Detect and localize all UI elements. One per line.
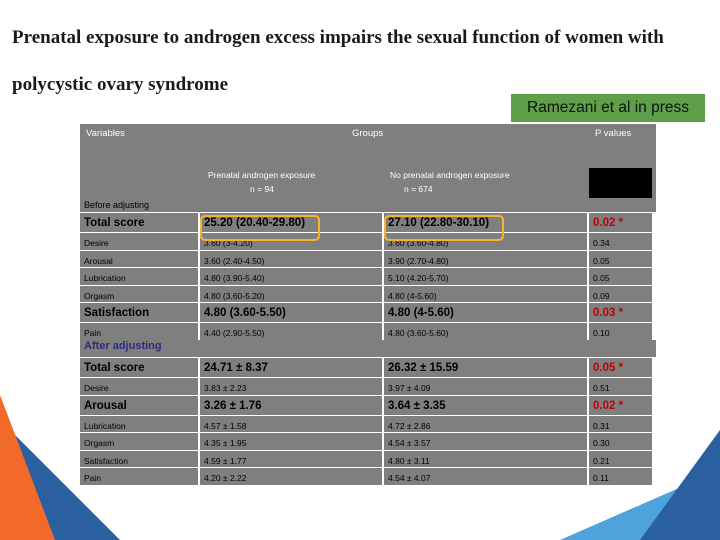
cell-pvalue: 0.02 * — [593, 399, 624, 412]
cell-variable: Pain — [84, 328, 102, 339]
cell-group2: 4.80 (4-5.60) — [388, 290, 437, 301]
section-after-adjusting: After adjusting — [80, 340, 656, 357]
cell-variable: Total score — [84, 361, 145, 374]
cell-group1: 3.60 (2.40-4.50) — [204, 255, 265, 266]
table-row — [80, 432, 656, 450]
table-row — [80, 450, 656, 468]
table-row — [80, 395, 656, 415]
citation-badge: Ramezani et al in press — [511, 94, 705, 122]
cell-group2: 3.90 (2.70-4.80) — [388, 255, 449, 266]
table-row — [80, 302, 656, 322]
cell-group2: 26.32 ± 15.59 — [388, 361, 459, 374]
cell-group2: 4.80 ± 3.11 — [388, 455, 430, 466]
table-row — [80, 232, 656, 250]
cell-variable: Satisfaction — [84, 455, 128, 466]
cell-group1: 4.80 (3.90-5.40) — [204, 273, 265, 284]
header-variables: Variables — [86, 128, 125, 139]
cell-variable: Arousal — [84, 399, 127, 412]
cell-group2: 3.97 ± 4.09 — [388, 382, 431, 393]
table-row — [80, 212, 656, 232]
pvalue-header-cell — [589, 168, 652, 198]
cell-group2: 4.80 (3.60-5.60) — [388, 328, 449, 339]
cell-group2: 4.80 (4-5.60) — [388, 307, 454, 320]
table-header — [80, 124, 656, 166]
table-row — [80, 322, 656, 340]
cell-group2: 5.10 (4.20-5.70) — [388, 273, 449, 284]
cell-group1: 3.26 ± 1.76 — [204, 399, 262, 412]
highlight-box-group1 — [200, 215, 320, 241]
decorative-triangle-orange — [0, 395, 55, 540]
cell-group1: 4.57 ± 1.58 — [204, 420, 247, 431]
cell-variable: Arousal — [84, 255, 113, 266]
cell-pvalue: 0.30 — [593, 438, 610, 449]
cell-group1: 3.83 ± 2.23 — [204, 382, 247, 393]
table-row — [80, 285, 656, 303]
cell-pvalue: 0.34 — [593, 238, 610, 248]
cell-group1: 4.20 ± 2.22 — [204, 473, 247, 484]
header-groups: Groups — [352, 128, 384, 139]
cell-group2: 4.54 ± 4.07 — [388, 473, 431, 484]
cell-group2: 3.64 ± 3.35 — [388, 399, 446, 412]
highlight-box-group2 — [384, 215, 504, 241]
table-row — [80, 357, 656, 377]
cell-pvalue: 0.21 — [593, 455, 610, 466]
group1-header: Prenatal androgen exposure n = 94 — [208, 170, 316, 194]
before-rows — [80, 212, 656, 340]
section-before-adjusting: Before adjusting — [80, 198, 656, 212]
cell-group2: 4.54 ± 3.57 — [388, 438, 431, 449]
cell-variable: Orgasm — [84, 290, 115, 301]
cell-group1: 4.35 ± 1.95 — [204, 438, 247, 449]
group-subheader — [80, 166, 656, 198]
table-row — [80, 415, 656, 433]
group2-header: No prenatal androgen exposure n = 674 — [390, 170, 510, 194]
cell-variable: Lubrication — [84, 420, 126, 431]
cell-pvalue: 0.05 * — [593, 361, 624, 374]
cell-pvalue: 0.11 — [593, 473, 609, 484]
cell-group1: 24.71 ± 8.37 — [204, 361, 268, 374]
table-row — [80, 250, 656, 268]
cell-group1: 4.80 (3.60-5.50) — [204, 307, 286, 320]
cell-variable: Lubrication — [84, 273, 126, 284]
cell-variable: Desire — [84, 382, 109, 393]
results-table — [80, 124, 656, 485]
header-pvalues: P values — [595, 128, 632, 139]
cell-pvalue: 0.31 — [593, 420, 610, 431]
cell-variable: Satisfaction — [84, 307, 150, 320]
cell-pvalue: 0.05 — [593, 255, 610, 266]
cell-pvalue: 0.51 — [593, 382, 610, 393]
cell-group1: 4.59 ± 1.77 — [204, 455, 247, 466]
cell-pvalue: 0.02 * — [593, 217, 624, 229]
cell-group2: 4.72 ± 2.86 — [388, 420, 431, 431]
cell-group2: 3.60 (3.60-4.80) — [388, 238, 449, 248]
table-row — [80, 377, 656, 395]
cell-group1: 4.40 (2.90-5.50) — [204, 328, 265, 339]
cell-pvalue: 0.09 — [593, 290, 610, 301]
cell-variable: Total score — [84, 217, 145, 229]
after-rows — [80, 357, 656, 485]
cell-group1: 3.60 (3-4.20) — [204, 238, 253, 248]
cell-pvalue: 0.10 — [593, 328, 610, 339]
cell-variable: Desire — [84, 238, 109, 248]
slide-title: Prenatal exposure to androgen excess impairs the sexual function of women with polycystic ovary syndrome — [12, 27, 664, 95]
cell-pvalue: 0.03 * — [593, 307, 624, 320]
cell-variable: Orgasm — [84, 438, 115, 449]
cell-group2: 27.10 (22.80-30.10) — [388, 217, 490, 229]
cell-group1: 4.80 (3.60-5.20) — [204, 290, 265, 301]
table-row — [80, 267, 656, 285]
cell-variable: Pain — [84, 473, 102, 484]
table-row — [80, 467, 656, 485]
cell-group1: 25.20 (20.40-29.80) — [204, 217, 306, 229]
cell-pvalue: 0.05 — [593, 273, 610, 284]
